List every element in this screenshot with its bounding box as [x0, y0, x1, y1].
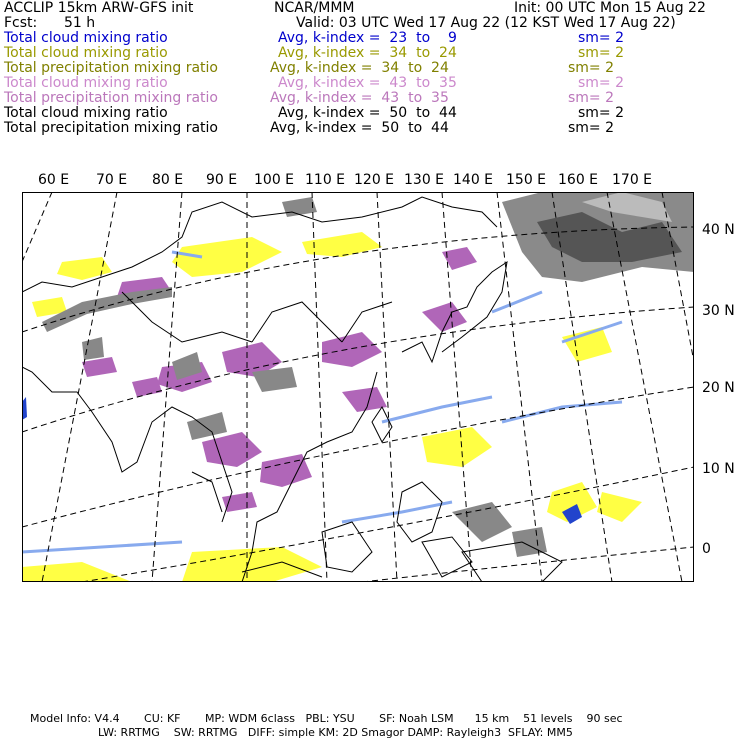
field-kindex: Avg, k-index = 50 to 44 [270, 120, 449, 136]
field-name: Total cloud mixing ratio [4, 105, 168, 121]
latitude-label: 30 N [702, 303, 735, 319]
longitude-label: 160 E [558, 172, 599, 188]
forecast-hour: 51 h [64, 15, 96, 31]
model-info-line2: LW: RRTMG SW: RRTMG DIFF: simple KM: 2D Smagor DAMP: Rayleigh3 SFLAY: MM5 [98, 726, 573, 739]
longitude-label: 90 E [206, 172, 238, 188]
plot-title: ACCLIP 15km ARW-GFS init [4, 0, 194, 16]
field-name: Total cloud mixing ratio [4, 30, 168, 46]
field-name: Total precipitation mixing ratio [4, 120, 218, 136]
field-name: Total precipitation mixing ratio [4, 90, 218, 106]
field-smoothing: sm= 2 [578, 45, 625, 61]
organization: NCAR/MMM [274, 0, 355, 16]
longitude-label: 170 E [612, 172, 653, 188]
latitude-label: 10 N [702, 461, 735, 477]
init-time: Init: 00 UTC Mon 15 Aug 22 [514, 0, 706, 16]
map-panel [22, 192, 694, 582]
longitude-label: 80 E [152, 172, 184, 188]
field-smoothing: sm= 2 [568, 90, 615, 106]
forecast-label: Fcst: [4, 15, 38, 31]
latitude-label: 20 N [702, 380, 735, 396]
field-smoothing: sm= 2 [578, 75, 625, 91]
longitude-label: 70 E [96, 172, 128, 188]
field-kindex: Avg, k-index = 43 to 35 [270, 90, 449, 106]
field-kindex: Avg, k-index = 34 to 24 [278, 45, 457, 61]
latitude-label: 40 N [702, 222, 735, 238]
longitude-label: 60 E [38, 172, 70, 188]
model-info-line1: Model Info: V4.4 CU: KF MP: WDM 6class PBL: YSU SF: Noah LSM 15 km 51 levels 90 sec [30, 712, 623, 725]
longitude-label: 140 E [453, 172, 494, 188]
field-smoothing: sm= 2 [578, 105, 625, 121]
longitude-label: 110 E [305, 172, 346, 188]
latitude-label: 0 [702, 541, 711, 557]
field-kindex: Avg, k-index = 43 to 35 [278, 75, 457, 91]
field-smoothing: sm= 2 [568, 120, 615, 136]
field-kindex: Avg, k-index = 50 to 44 [278, 105, 457, 121]
field-name: Total cloud mixing ratio [4, 45, 168, 61]
longitude-label: 130 E [404, 172, 445, 188]
field-name: Total precipitation mixing ratio [4, 60, 218, 76]
longitude-label: 100 E [254, 172, 295, 188]
longitude-label: 150 E [506, 172, 547, 188]
field-smoothing: sm= 2 [578, 30, 625, 46]
field-kindex: Avg, k-index = 23 to 9 [278, 30, 457, 46]
field-kindex: Avg, k-index = 34 to 24 [270, 60, 449, 76]
valid-time: Valid: 03 UTC Wed 17 Aug 22 (12 KST Wed 17 Aug 22) [296, 15, 676, 31]
field-name: Total cloud mixing ratio [4, 75, 168, 91]
longitude-label: 120 E [354, 172, 395, 188]
field-smoothing: sm= 2 [568, 60, 615, 76]
